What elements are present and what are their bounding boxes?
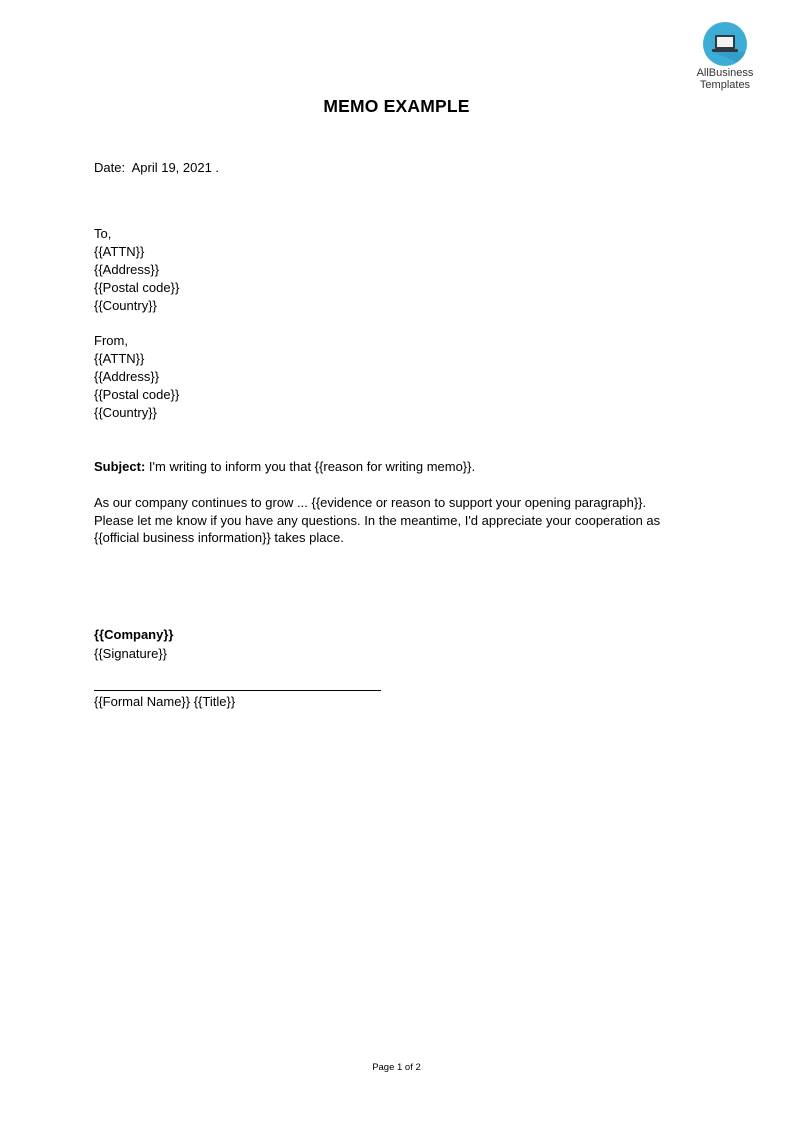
formal-name-title: {{Formal Name}} {{Title}}	[94, 694, 236, 709]
body-line-1: As our company continues to grow ... {{evidence or reason to support your opening paragraph}}.	[94, 495, 647, 510]
to-country: {{Country}}	[94, 298, 157, 313]
to-attn: {{ATTN}}	[94, 244, 145, 259]
laptop-icon	[703, 22, 747, 66]
date-value: April 19, 2021 .	[131, 160, 220, 175]
to-address: {{Address}}	[94, 262, 160, 277]
body-paragraph	[94, 494, 704, 547]
date-line	[94, 159, 219, 177]
subject-text: I'm writing to inform you that {{reason for writing memo}}.	[148, 459, 476, 474]
to-postal-code: {{Postal code}}	[94, 280, 180, 295]
signature-placeholder: {{Signature}}	[94, 646, 168, 661]
memo-title: MEMO EXAMPLE	[323, 96, 470, 116]
body-line-2: Please let me know if you have any questions. In the meantime, I'd appreciate your cooperation as	[94, 512, 661, 528]
to-block	[94, 225, 179, 315]
company-name: {{Company}}	[94, 627, 174, 642]
date-label: Date:	[94, 160, 126, 175]
from-country: {{Country}}	[94, 405, 157, 420]
from-block	[94, 332, 179, 422]
from-heading: From,	[94, 333, 128, 348]
allbusiness-templates-logo	[689, 22, 761, 91]
subject-label: Subject:	[94, 459, 146, 474]
to-heading: To,	[94, 226, 112, 241]
from-address: {{Address}}	[94, 369, 160, 384]
logo-text	[689, 67, 761, 91]
logo-line-2: Templates	[699, 79, 751, 91]
logo-line-1: AllBusiness	[696, 67, 754, 79]
signature-line	[94, 690, 381, 691]
from-postal-code: {{Postal code}}	[94, 387, 180, 402]
body-line-3: {{official business information}} takes place.	[94, 530, 344, 545]
subject-line	[94, 458, 475, 476]
from-attn: {{ATTN}}	[94, 351, 145, 366]
page-number: Page 1 of 2	[372, 1062, 421, 1073]
